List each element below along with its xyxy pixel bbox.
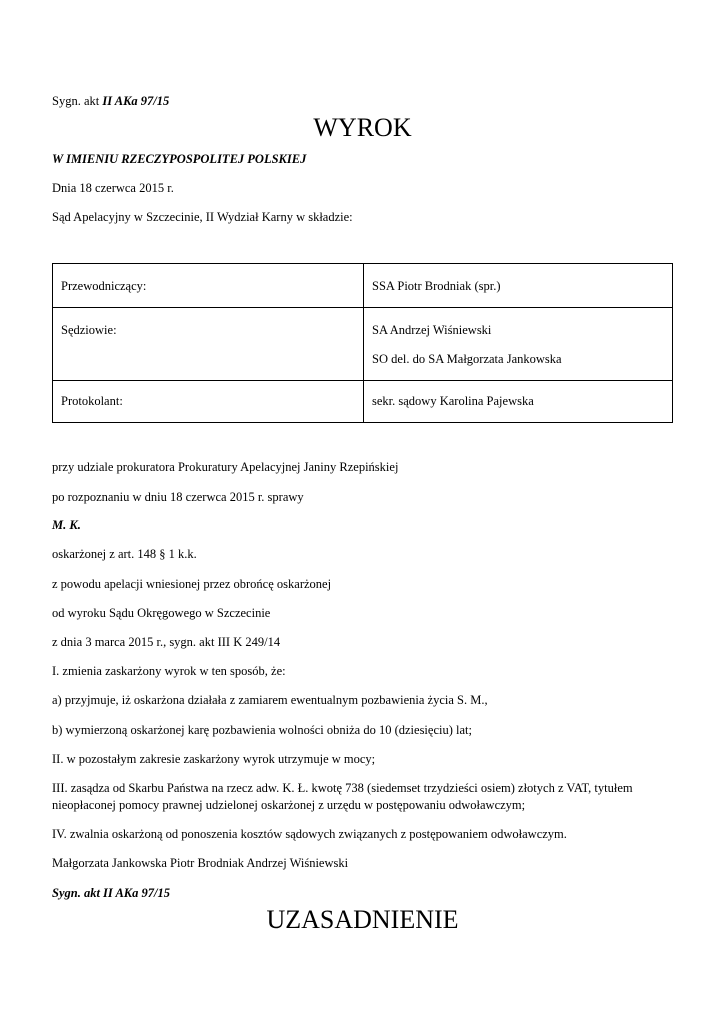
case-reference-number: II AKa 97/15 (102, 94, 170, 108)
case-reference-prefix: Sygn. akt (52, 94, 103, 108)
ruling-point-3-line-1: III. zasądza od Skarbu Państwa na rzecz adw. K. Ł. kwotę 738 (siedemset trzydzieści osiem) złotych z VAT, tytułem (52, 781, 633, 795)
judgment-date-line: z dnia 3 marca 2015 r., sygn. akt III K 249/14 (52, 635, 281, 649)
ruling-point-1a: a) przyjmuje, iż oskarżona działała z zamiarem ewentualnym pozbawienia życia S. M., (52, 693, 488, 707)
defendant-name: M. K. (52, 518, 81, 532)
names-cell (364, 381, 673, 423)
justification-heading: UZASADNIENIE (266, 905, 459, 934)
ruling-point-2: II. w pozostałym zakresie zaskarżony wyrok utrzymuje w mocy; (52, 752, 376, 766)
ruling-point-1: I. zmienia zaskarżony wyrok w ten sposób, że: (52, 664, 286, 678)
role-cell (53, 308, 364, 381)
role-cell (53, 264, 364, 308)
member-name: SO del. do SA Małgorzata Jankowska (372, 352, 562, 366)
names-cell (364, 308, 673, 381)
document-title: WYROK (313, 113, 412, 142)
court-composition-table (52, 263, 673, 423)
ruling-point-3-line-2: nieopłaconej pomocy prawnej udzielonej oskarżonej z urzędu w postępowaniu odwoławczym; (52, 798, 526, 812)
considered-line: po rozpoznaniu w dniu 18 czerwca 2015 r. sprawy (52, 490, 304, 504)
case-reference (52, 93, 169, 109)
member-name: SSA Piotr Brodniak (spr.) (372, 279, 501, 293)
role-cell (53, 381, 364, 423)
signatures-line: Małgorzata Jankowska Piotr Brodniak Andrzej Wiśniewski (52, 856, 349, 870)
table-row (53, 381, 673, 423)
names-cell (364, 264, 673, 308)
ruling-point-1b: b) wymierzoną oskarżonej karę pozbawienia wolności obniża do 10 (dziesięciu) lat; (52, 723, 472, 737)
footer-case-reference: Sygn. akt II AKa 97/15 (52, 886, 170, 900)
appeal-line: z powodu apelacji wniesionej przez obrońcę oskarżonej (52, 577, 332, 591)
role-label: Przewodniczący: (61, 279, 147, 293)
role-label: Protokolant: (61, 394, 123, 408)
member-name: SA Andrzej Wiśniewski (372, 323, 492, 337)
role-label: Sędziowie: (61, 323, 117, 337)
prosecutor-line: przy udziale prokuratora Prokuratury Apelacyjnej Janiny Rzepińskiej (52, 460, 399, 474)
in-the-name-line: W IMIENIU RZECZYPOSPOLITEJ POLSKIEJ (52, 152, 307, 166)
table-row (53, 308, 673, 381)
court-line: Sąd Apelacyjny w Szczecinie, II Wydział Karny w składzie: (52, 210, 353, 224)
ruling-point-4: IV. zwalnia oskarżoną od ponoszenia kosztów sądowych związanych z postępowaniem odwoławczym. (52, 827, 567, 841)
member-name: sekr. sądowy Karolina Pajewska (372, 394, 534, 408)
table-row (53, 264, 673, 308)
from-judgment-line: od wyroku Sądu Okręgowego w Szczecinie (52, 606, 271, 620)
charge-line: oskarżonej z art. 148 § 1 k.k. (52, 547, 197, 561)
judgment-date: Dnia 18 czerwca 2015 r. (52, 181, 174, 195)
